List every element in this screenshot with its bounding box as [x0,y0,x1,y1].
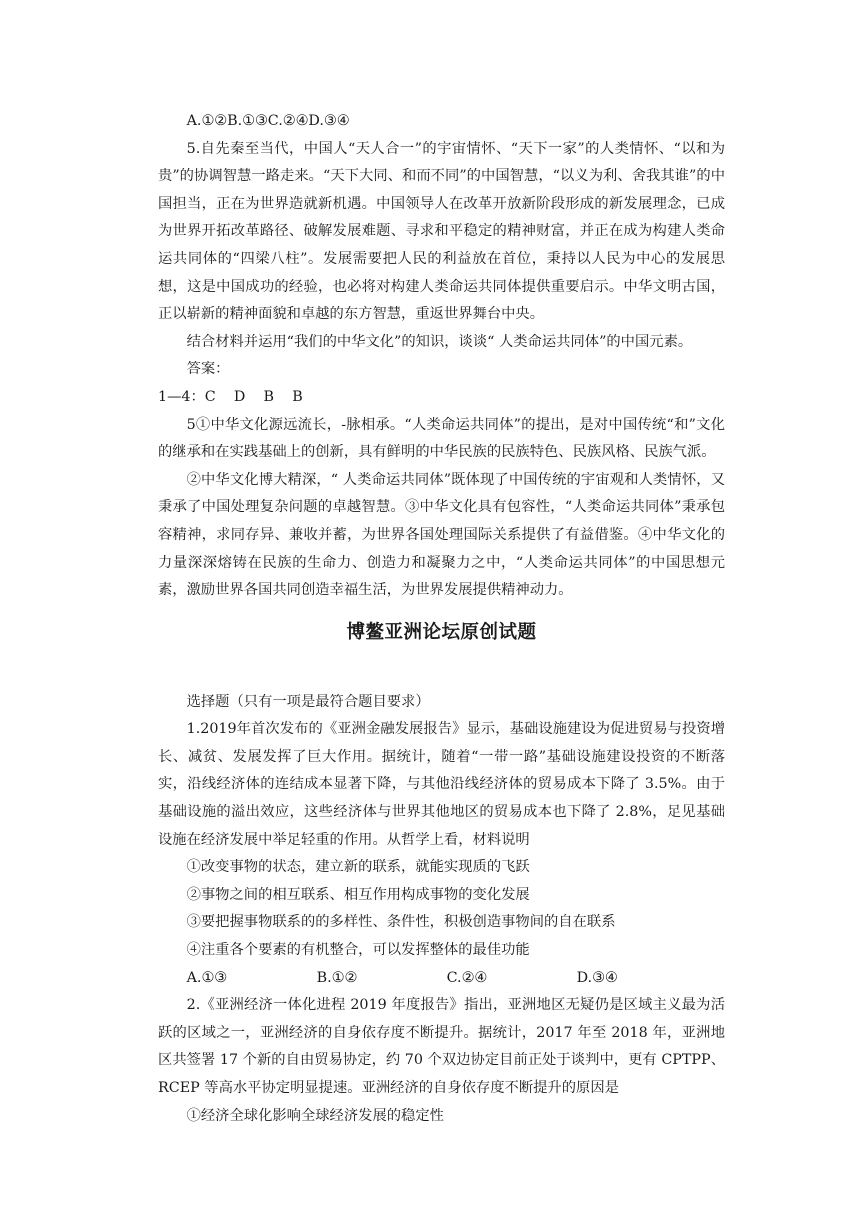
section-title: 博鳌亚洲论坛原创试题 [346,621,537,643]
answer-5-paragraph-2: ②中华文化博大精深，“ 人类命运共同体”既体现了中国传统的宇宙观和人类情怀，又秉承了中国处理复杂问题的卓越智慧。③中华文化具有包容性，“人类命运共同体”秉承包容精神，求同存异、兼收并蓄，为世界各国处理国际关系提供了有益借鉴。④中华文化的力量深深熔铸在民族的生命力、创造力和凝聚力之中，“人类命运共同体”的中国思想元素，激励世界各国共同创造幸福生活，为世界发展提供精神动力。 [158,471,725,599]
section-spacer [158,653,725,689]
document-page [158,108,725,1130]
question-1-stem: 1.2019年首次发布的《亚洲金融发展报告》显示，基础设施建设为促进贸易与投资增长、减贫、发展发挥了巨大作用。据统计，随着“一带一路”基础设施建设投资的不断落实，沿线经济体的连结成本显著下降，与其他沿线经济体的贸易成本下降了 3.5%。由于基础设施的溢出效应，这些经济体与世界其他地区的贸易成本也下降了 2.8%，足见基础设施在经济发展中举足轻重的作用。从哲学上看，材料说明 [158,721,725,848]
question-1-options [158,965,725,993]
question-1-statement-4: ④注重各个要素的有机整合，可以发挥整体的最佳功能 [186,942,530,959]
option-b: B.①② [316,969,358,986]
option-c: C.②④ [446,969,488,986]
question-2-statement-1: ①经济全球化影响全球经济发展的稳定性 [186,1107,444,1124]
options-line: A.①②B.①③C.②④D.③④ [186,113,350,129]
section-instruction: 选择题（只有一项是最符合题目要求） [186,693,430,710]
answer-label: 答案： [186,361,230,378]
question-2-stem: 2.《亚洲经济一体化进程 2019 年度报告》指出，亚洲地区无疑仍是区域主义最为活跃的区域之一，亚洲经济的自身依存度不断提升。据统计，2017 年至 2018 年，亚洲地区共签署 17 个新的自由贸易协定，约 70 个双边协定目前正处于谈判中，更有 CPTPP、RCEP 等高水平协定明显提速。亚洲经济的自身依存度不断提升的原因是 [158,997,725,1096]
answer-5-paragraph-1: 5①中华文化源远流长，-脉相承。“人类命运共同体”的提出，是对中国传统“和”文化的继承和在实践基础上的创新，具有鲜明的中华民族的民族特色、民族风格、民族气派。 [158,416,725,461]
question-5-text: 5.自先秦至当代，中国人“天人合一”的宇宙情怀、“天下一家”的人类情怀、“以和为贵”的协调智慧一路走来。“天下大同、和而不同”的中国智慧，“以义为利、舍我其谁”的中国担当，正在为世界造就新机遇。中国领导人在改革开放新阶段形成的新发展理念，已成为世界开拓改革路径、破解发展难题、寻求和平稳定的精神财富，并正在成为构建人类命运共同体的“四梁八柱”。发展需要把人民的利益放在首位，秉持以人民为中心的发展思想，这是中国成功的经验，也必将对构建人类命运共同体提供重要启示。中华文明古国，正以崭新的精神面貌和卓越的东方智慧，重返世界舞台中央。 [158,140,725,323]
question-1-statement-1: ①改变事物的状态，建立新的联系，就能实现质的飞跃 [186,859,530,876]
question-1-statement-2: ②事物之间的相互联系、相互作用构成事物的变化发展 [186,886,530,903]
answer-choices: 1—4：C D B B [158,388,303,405]
option-a: A.①③ [186,969,228,986]
option-d: D.③④ [576,969,618,986]
question-1-statement-3: ③要把握事物联系的的多样性、条件性，积极创造事物间的自在联系 [186,914,616,931]
question-5-prompt: 结合材料并运用“我们的中华文化”的知识，谈谈“ 人类命运共同体”的中国元素。 [186,333,693,350]
